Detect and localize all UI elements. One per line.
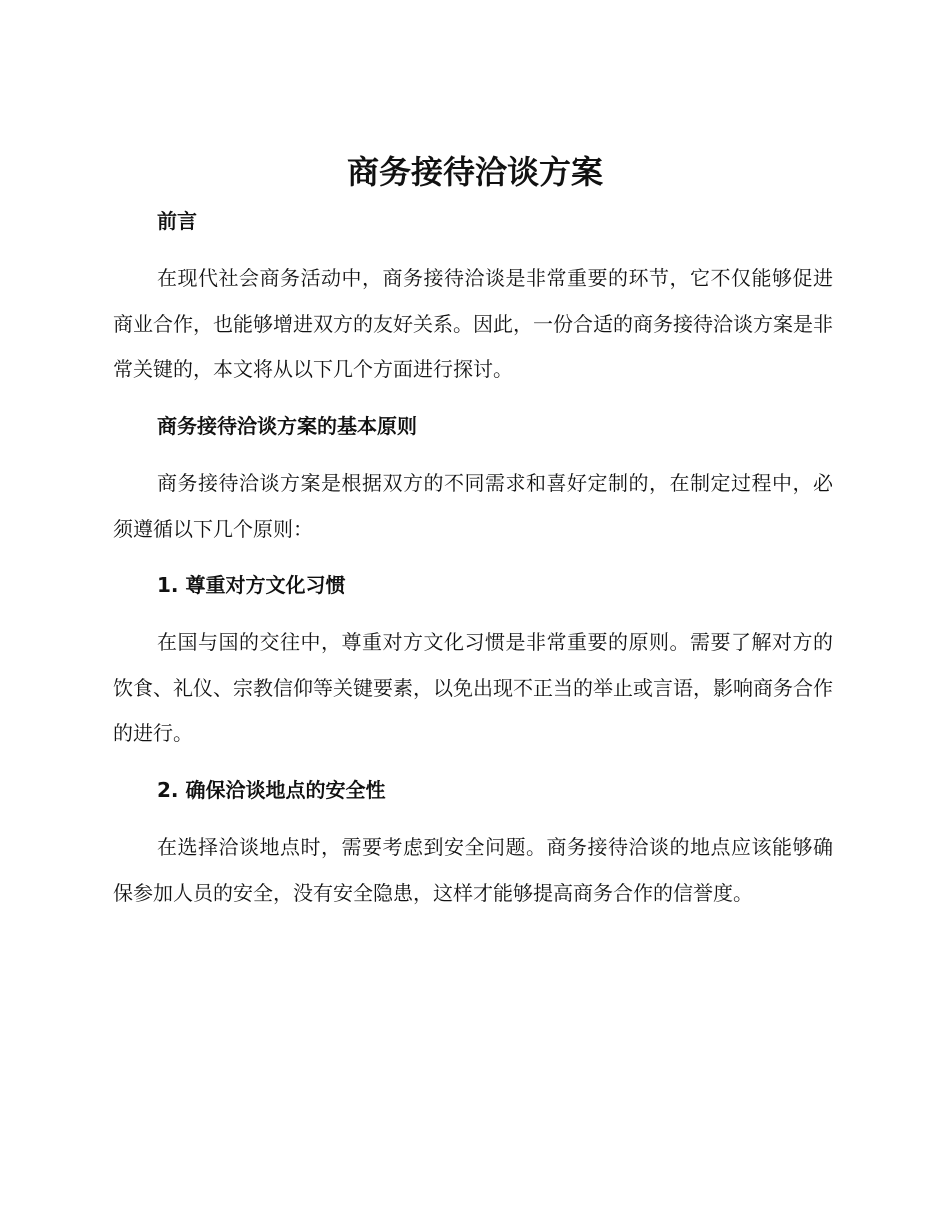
section-heading-principles: 商务接待洽谈方案的基本原则	[157, 414, 417, 438]
paragraph-principles: 商务接待洽谈方案是根据双方的不同需求和喜好定制的，在制定过程中，必须遵循以下几个原则：	[113, 471, 833, 541]
paragraph-item-1: 在国与国的交往中，尊重对方文化习惯是非常重要的原则。需要了解对方的饮食、礼仪、宗教信仰等关键要素，以免出现不正当的举止或言语，影响商务合作的进行。	[113, 630, 833, 745]
subheading-item-2: 2. 确保洽谈地点的安全性	[157, 778, 386, 802]
paragraph-preface: 在现代社会商务活动中，商务接待洽谈是非常重要的环节，它不仅能够促进商业合作，也能够增进双方的友好关系。因此，一份合适的商务接待洽谈方案是非常关键的，本文将从以下几个方面进行探讨。	[113, 266, 833, 381]
paragraph-item-2: 在选择洽谈地点时，需要考虑到安全问题。商务接待洽谈的地点应该能够确保参加人员的安全，没有安全隐患，这样才能够提高商务合作的信誉度。	[113, 835, 833, 905]
document-title: 商务接待洽谈方案	[346, 153, 603, 191]
subheading-item-1: 1. 尊重对方文化习惯	[157, 573, 346, 597]
section-heading-preface: 前言	[157, 209, 197, 233]
